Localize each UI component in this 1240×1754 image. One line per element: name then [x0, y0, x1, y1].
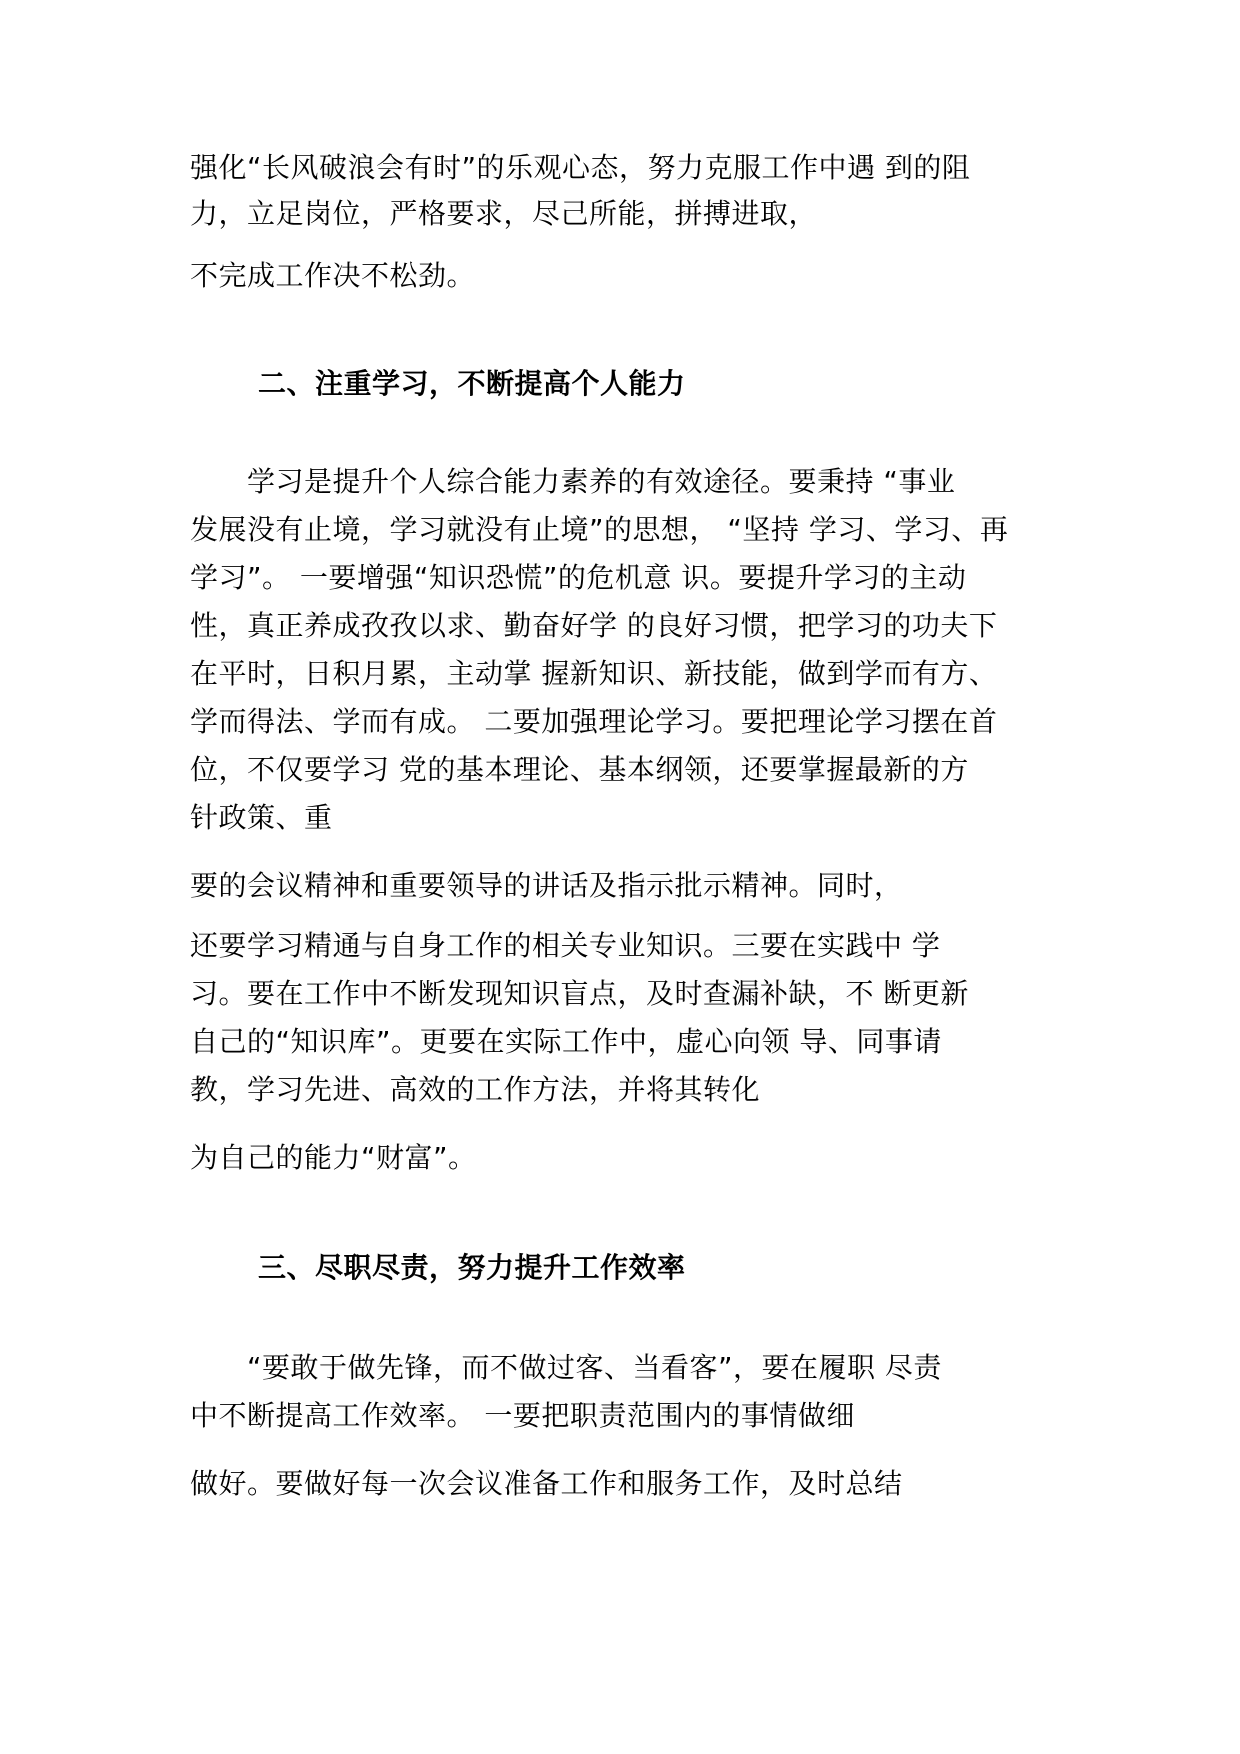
- paragraph-line: 强化“长风破浪会有时”的乐观心态，努力克服工作中遇 到的阻: [190, 151, 971, 184]
- paragraph-line: 教，学习先进、高效的工作方法，并将其转化: [190, 1073, 761, 1106]
- paragraph-line: 为自己的能力“财富”。: [190, 1141, 477, 1174]
- paragraph-line: 还要学习精通与自身工作的相关专业知识。三要在实践中 学: [190, 929, 941, 962]
- paragraph-line: 发展没有止境，学习就没有止境”的思想， “坚持 学习、学习、再: [190, 513, 1009, 546]
- paragraph-line: 不完成工作决不松劲。: [190, 259, 476, 292]
- paragraph-line: 在平时，日积月累，主动掌 握新知识、新技能，做到学而有方、: [190, 657, 998, 690]
- paragraph-line: 性，真正养成孜孜以求、勤奋好学 的良好习惯，把学习的功夫下: [190, 609, 998, 642]
- paragraph-line: 自己的“知识库”。更要在实际工作中，虚心向领 导、同事请: [190, 1025, 942, 1058]
- paragraph-line: 学习”。 一要增强“知识恐慌”的危机意 识。要提升学习的主动: [190, 561, 967, 594]
- paragraph-line: 位，不仅要学习 党的基本理论、基本纲领，还要掌握最新的方: [190, 753, 969, 786]
- paragraph-line: “要敢于做先锋，而不做过客、当看客”，要在履职 尽责: [190, 1351, 942, 1384]
- paragraph-line: 学而得法、学而有成。 二要加强理论学习。要把理论学习摆在首: [190, 705, 998, 738]
- paragraph-line: 中不断提高工作效率。 一要把职责范围内的事情做细: [190, 1399, 855, 1432]
- section-heading: 二、注重学习，不断提高个人能力: [258, 367, 686, 400]
- paragraph-line: 做好。要做好每一次会议准备工作和服务工作，及时总结: [190, 1467, 903, 1500]
- paragraph-line: 习。要在工作中不断发现知识盲点，及时查漏补缺，不 断更新: [190, 977, 969, 1010]
- paragraph-line: 针政策、重: [190, 801, 333, 834]
- section-heading: 三、尽职尽责，努力提升工作效率: [258, 1251, 686, 1284]
- paragraph-line: 要的会议精神和重要领导的讲话及指示批示精神。同时，: [190, 869, 903, 902]
- paragraph-line: 力，立足岗位，严格要求，尽己所能，拼搏进取，: [190, 197, 818, 230]
- paragraph-line: 学习是提升个人综合能力素养的有效途径。要秉持 “事业: [190, 465, 956, 498]
